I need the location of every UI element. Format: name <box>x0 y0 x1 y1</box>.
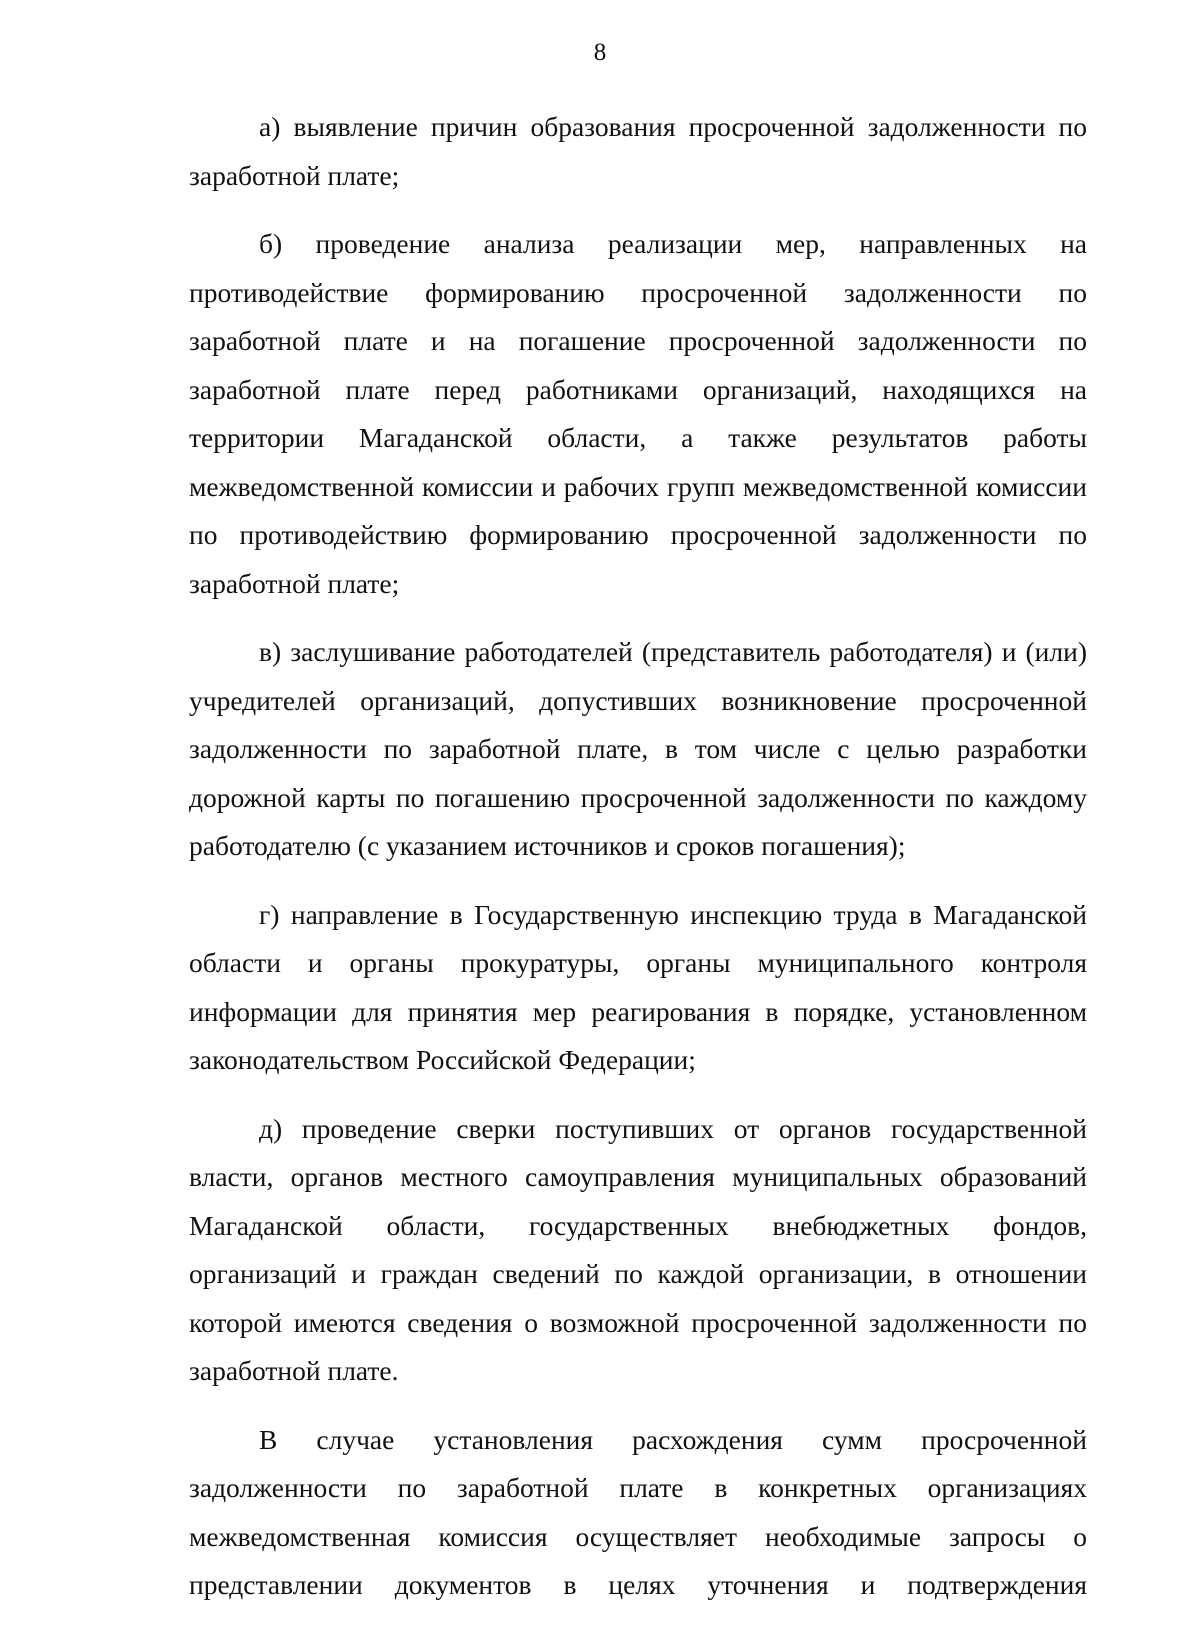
paragraph-v: в) заслушивание работодателей (представитель работодателя) и (или) учредителей организаций, допустивших возникновение просроченной задолженности по заработной плате, в том числе с целью разработки дорожной карты по погашению просроченной задолженности по каждому работодателю (с указанием источников и сроков погашения); <box>189 636 1087 861</box>
paragraph-g: г) направление в Государственную инспекцию труда в Магаданской области и органы прокуратуры, органы муниципального контроля информации для принятия мер реагирования в порядке, установленном законодательством Российской Федерации; <box>189 898 1087 1075</box>
document-body <box>189 103 1087 1610</box>
paragraph-discrepancy: В случае установления расхождения сумм просроченной задолженности по заработной плате в конкретных организациях межведомственная комиссия осуществляет необходимые запросы о представлении документов в целях уточнения и подтверждения <box>189 1423 1087 1600</box>
page-number: 8 <box>593 39 607 66</box>
paragraph-b: б) проведение анализа реализации мер, направленных на противодействие формированию просроченной задолженности по заработной плате и на погашение просроченной задолженности по заработной плате перед работниками организаций, находящихся на территории Магаданской области, а также результатов работы межведомственной комиссии и рабочих групп межведомственной комиссии по противодействию формированию просроченной задолженности по заработной плате; <box>189 228 1087 599</box>
paragraph-d: д) проведение сверки поступивших от органов государственной власти, органов местного самоуправления муниципальных образований Магаданской области, государственных внебюджетных фондов, организаций и граждан сведений по каждой организации, в отношении которой имеются сведения о возможной просроченной задолженности по заработной плате. <box>189 1112 1087 1386</box>
paragraph-a: а) выявление причин образования просроченной задолженности по заработной плате; <box>189 111 1087 191</box>
